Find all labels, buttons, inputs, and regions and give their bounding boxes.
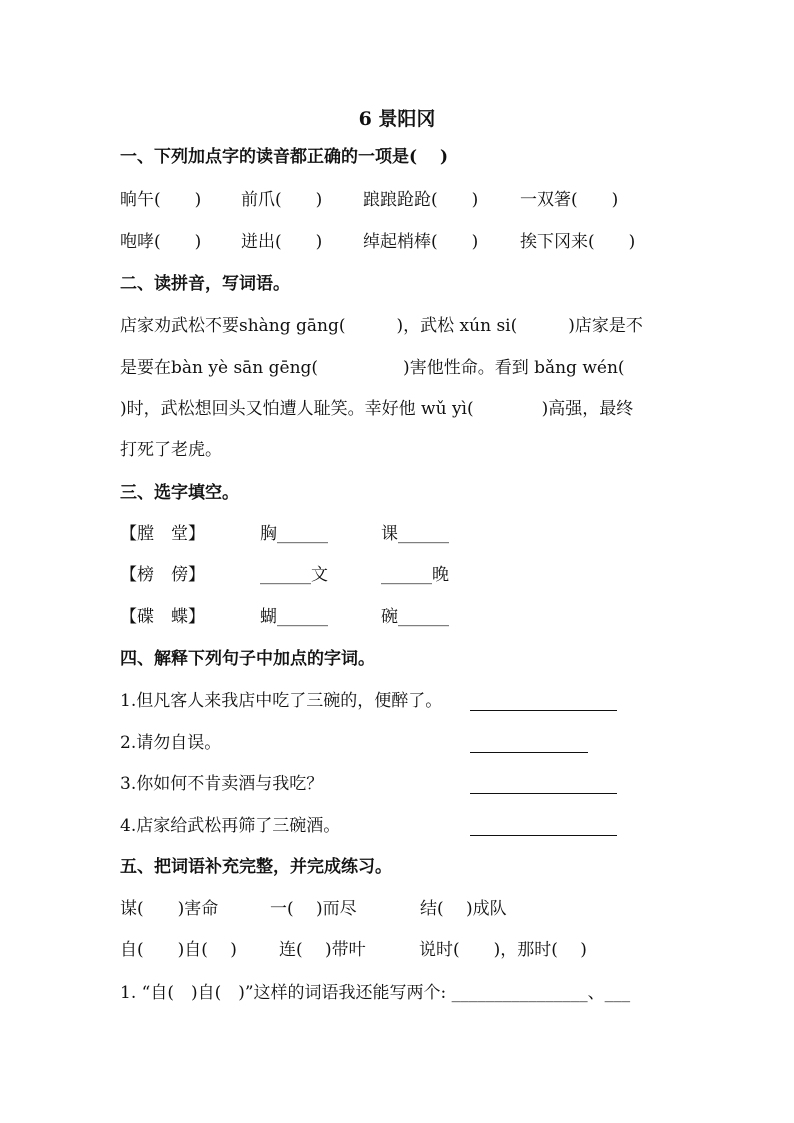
s2-paragraph-line: 打死了老虎。	[120, 440, 222, 460]
fill-blank: 蝴______	[260, 607, 328, 627]
char-pair: 【膛 堂】	[120, 524, 205, 544]
section1-heading: 一、下列加点字的读音都正确的一项是( )	[120, 147, 449, 167]
section4-heading: 四、解释下列句子中加点的字词。	[120, 649, 375, 669]
fill-blank: ______晚	[381, 565, 449, 585]
answer-line	[470, 752, 588, 753]
s5-question: 1. “自( )自( )”这样的词语我还能写两个: ________________、___	[120, 983, 631, 1003]
s4-item: 1.但凡客人来我店中吃了三碗的，便醉了。	[120, 691, 443, 711]
s2-paragraph-line: 店家劝武松不要shàng gāng( )，武松 xún si( )店家是不	[120, 316, 643, 336]
answer-line	[470, 793, 617, 794]
s1-option: 踉踉跄跄( )	[363, 190, 479, 210]
idiom-blank: 连( )带叶	[279, 940, 366, 960]
s1-option: 前爪( )	[241, 190, 323, 210]
fill-blank: 碗______	[381, 607, 449, 627]
page-title: 6 景阳冈	[358, 108, 436, 130]
s2-paragraph-line: 是要在bàn yè sān gēng( )害他性命。看到 bǎng wén(	[120, 358, 625, 378]
idiom-blank: 谋( )害命	[120, 899, 219, 919]
idiom-blank: 自( )自( )	[120, 940, 237, 960]
idiom-blank: 一( )而尽	[270, 899, 357, 919]
idiom-blank: 结( )成队	[420, 899, 507, 919]
fill-blank: 课______	[381, 524, 449, 544]
s4-item: 3.你如何不肯卖酒与我吃？	[120, 774, 324, 794]
fill-blank: ______文	[260, 565, 328, 585]
section3-heading: 三、选字填空。	[120, 483, 239, 503]
section5-heading: 五、把词语补充完整，并完成练习。	[120, 857, 392, 877]
s1-option: 挨下冈来( )	[520, 232, 636, 252]
s1-option: 迸出( )	[241, 232, 323, 252]
fill-blank: 胸______	[260, 524, 328, 544]
s2-paragraph-line: )时，武松想回头又怕遭人耻笑。幸好他 wǔ yì( )高强，最终	[120, 399, 634, 419]
char-pair: 【碟 蝶】	[120, 607, 205, 627]
s4-item: 2.请勿自误。	[120, 733, 222, 753]
s1-option: 晌午( )	[120, 190, 202, 210]
answer-line	[470, 710, 617, 711]
s4-item: 4.店家给武松再筛了三碗酒。	[120, 816, 341, 836]
s1-option: 一双箸( )	[520, 190, 619, 210]
s1-option: 咆哮( )	[120, 232, 202, 252]
char-pair: 【榜 傍】	[120, 565, 205, 585]
section2-heading: 二、读拼音，写词语。	[120, 274, 290, 294]
idiom-blank: 说时( )，那时( )	[419, 940, 587, 960]
answer-line	[470, 835, 617, 836]
s1-option: 绰起梢棒( )	[363, 232, 479, 252]
